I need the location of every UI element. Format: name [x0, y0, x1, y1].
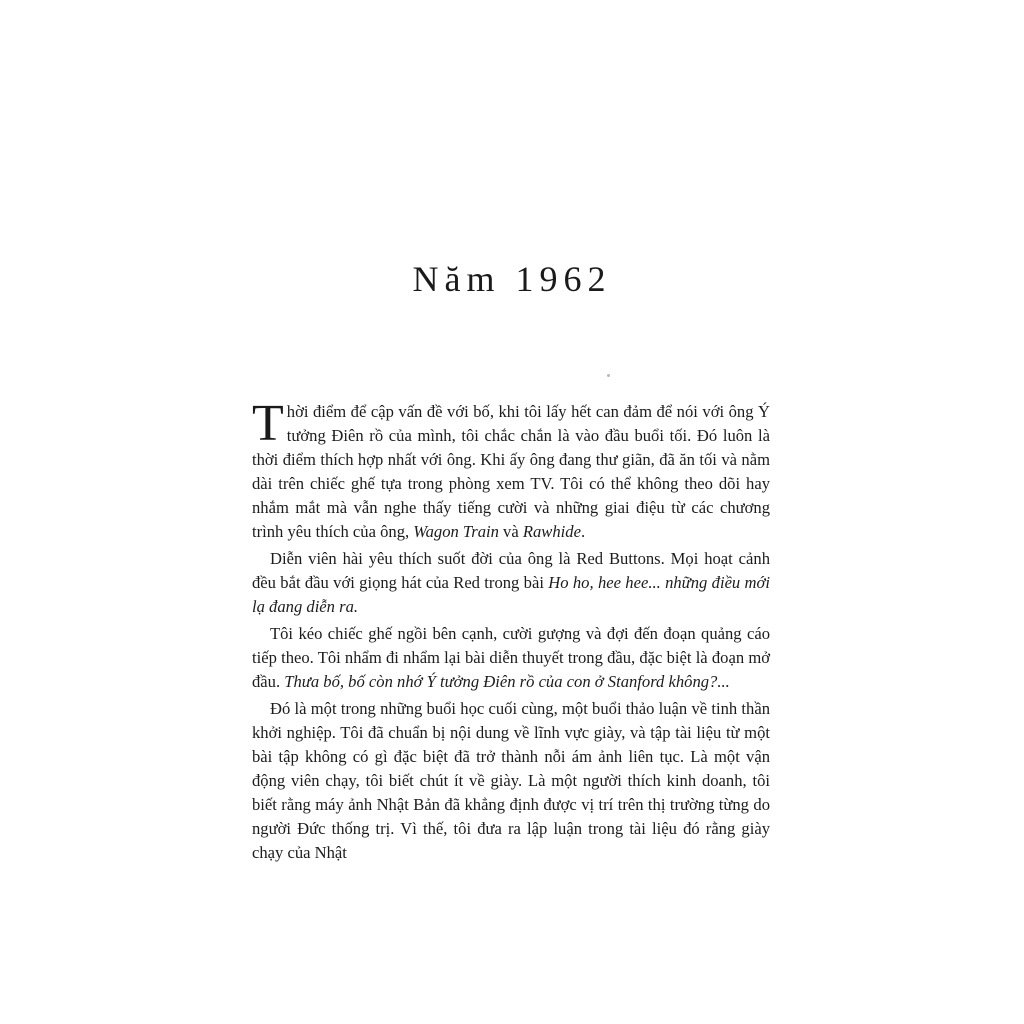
paragraph-1-text: hời điểm để cập vấn đề với bố, khi tôi lấy hết can đảm để nói với ông Ý tưởng Điên rồ của mình, tôi chắc chắn là vào đầu buổi tối. Đó luôn là thời điểm thích hợp nhất với ông. Khi ấy ông đang thư giãn, đã ăn tối và nằm dài trên chiếc ghế tựa trong phòng xem TV. Tôi có thể không theo dõi hay nhắm mắt mà vẫn nghe thấy tiếng cười và những giai điệu từ các chương trình yêu thích của ông,: [252, 402, 770, 541]
speech-opening: Thưa bố, bố còn nhớ Ý tưởng Điên rồ của con ở Stanford không?...: [284, 672, 730, 691]
paragraph-3: [252, 622, 770, 694]
paragraph-3-text: Tôi kéo chiếc ghế ngồi bên cạnh, cười gượng và đợi đến đoạn quảng cáo tiếp theo. Tôi nhẩm đi nhẩm lại bài diễn thuyết trong đầu, đặc biệt là đoạn mở đầu.: [252, 624, 770, 691]
paragraph-1-connector: và: [498, 522, 523, 541]
chapter-body: [252, 395, 771, 865]
chapter-title: Năm 1962: [412, 259, 612, 299]
paragraph-1-end: .: [580, 522, 586, 541]
show-title-rawhide: Rawhide: [522, 522, 581, 541]
paragraph-1: [252, 395, 770, 544]
paragraph-4: [252, 697, 770, 865]
song-lyric: Ho ho, hee hee... những điều mới lạ đang diễn ra.: [252, 573, 771, 616]
show-title-wagon-train: Wagon Train: [413, 522, 499, 541]
stray-ink-mark: [607, 374, 610, 377]
paragraph-2-text: Diễn viên hài yêu thích suốt đời của ông là Red Buttons. Mọi hoạt cảnh đều bắt đầu với giọng hát của Red trong bài: [252, 549, 770, 592]
drop-cap: T: [252, 395, 284, 452]
paragraph-2: [252, 547, 770, 619]
paragraph-4-text: Đó là một trong những buổi học cuối cùng, một buổi thảo luận về tinh thần khởi nghiệp. Tôi đã chuẩn bị nội dung về lĩnh vực giày, và tập tài liệu từ một bài tập không có gì đặc biệt đã trở thành nỗi ám ảnh liên tục. Là một vận động viên chạy, tôi biết chút ít về giày. Là một người thích kinh doanh, tôi biết rằng máy ảnh Nhật Bản đã khẳng định được vị trí trên thị trường từng do người Đức thống trị. Vì thế, tôi đưa ra lập luận trong tài liệu đó rằng giày chạy của Nhật: [252, 699, 770, 862]
